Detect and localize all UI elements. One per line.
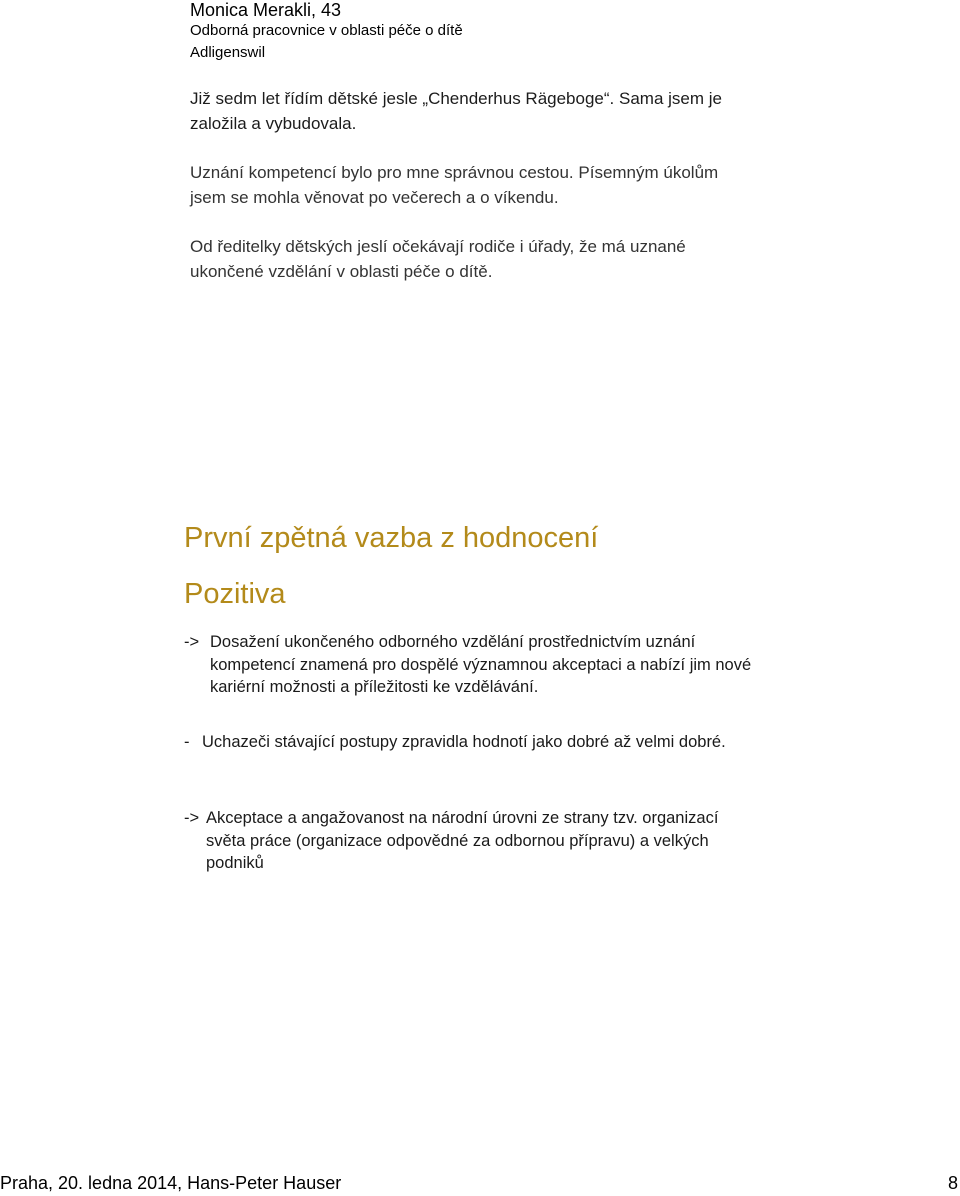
page-number: 8 (947, 1173, 958, 1193)
quote-paragraph: Již sedm let řídím dětské jesle „Chenderhus Rägeboge“. Sama jsem je založila a vybudovala. (190, 89, 722, 133)
quote-paragraph: Od ředitelky dětských jeslí očekávají rodiče i úřady, že má uznané ukončené vzdělání v oblasti péče o dítě. (190, 237, 686, 281)
person-role: Odborná pracovnice v oblasti péče o dítě (190, 22, 463, 39)
bullet-marker: -> (184, 809, 200, 827)
bullet-text: Dosažení ukončeného odborného vzdělání prostřednictvím uznání kompetencí znamená pro dospělé významnou akceptaci a nabízí jim nové kariérní možnosti a příležitosti ke vzdělávání. (210, 633, 752, 696)
bullet-text: Uchazeči stávající postupy zpravidla hodnotí jako dobré až velmi dobré. (202, 733, 726, 751)
person-name: Monica Merakli, 43 (190, 0, 342, 20)
bullet-text: Akceptace a angažovanost na národní úrovni ze strany tzv. organizací světa práce (organizace odpovědné za odbornou přípravu) a velkých podniků (206, 809, 719, 872)
quote-paragraph: Uznání kompetencí bylo pro mne správnou cestou. Písemným úkolům jsem se mohla věnovat po večerech a o víkendu. (190, 163, 719, 207)
slide-subtitle: Pozitiva (184, 578, 286, 610)
person-place: Adligenswil (190, 44, 266, 61)
footer-caption: Praha, 20. ledna 2014, Hans-Peter Hauser (0, 1173, 342, 1193)
bullet-marker: -> (184, 633, 200, 651)
bullet-marker: - (184, 733, 190, 751)
slide-title: První zpětná vazba z hodnocení (184, 522, 599, 554)
